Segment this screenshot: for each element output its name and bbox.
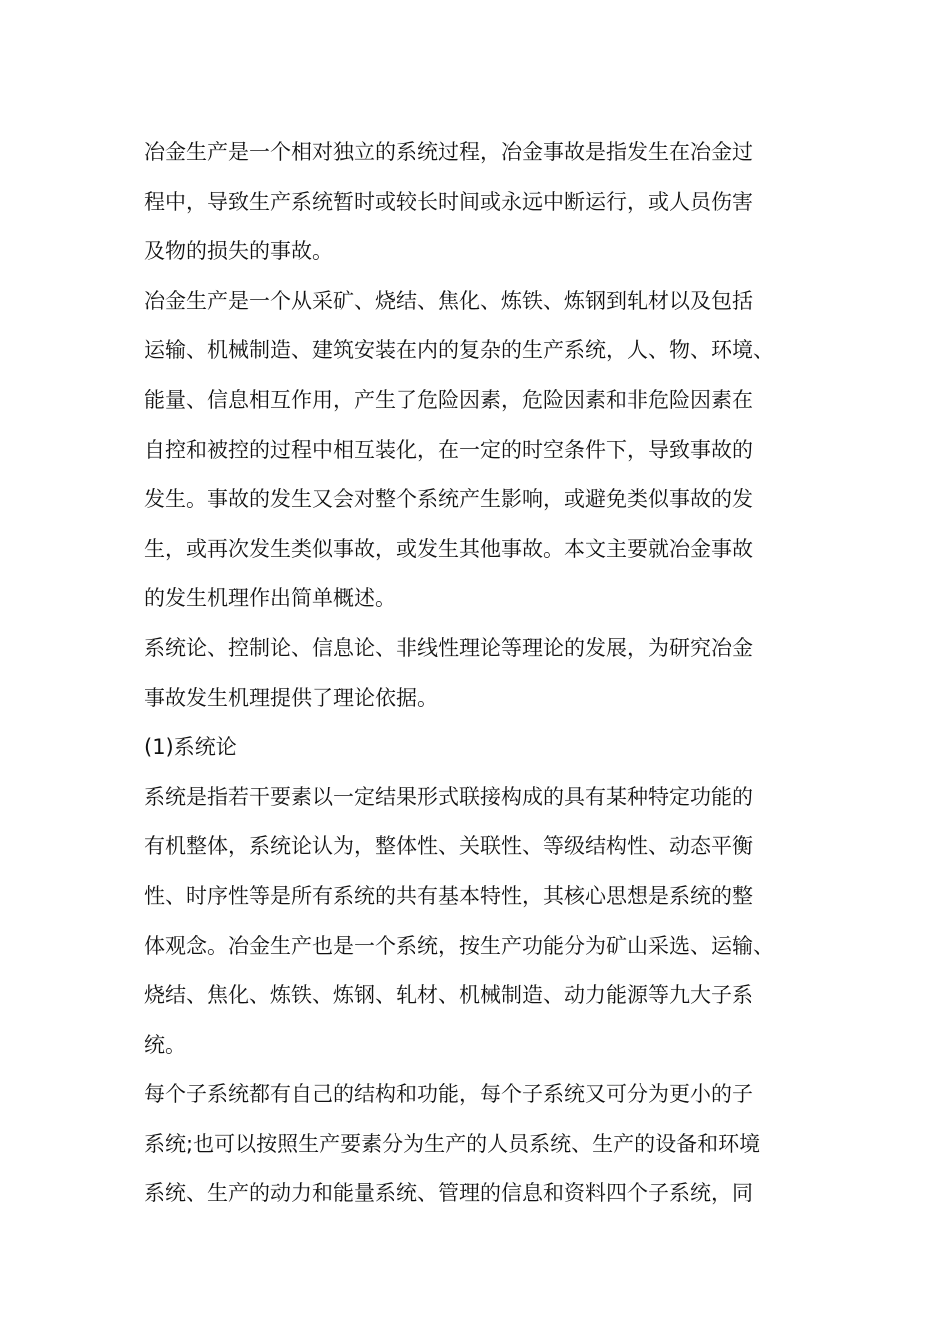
section-heading: (1)系统论 xyxy=(144,735,237,760)
text-line: 及物的损失的事故。 xyxy=(144,239,333,264)
text-line: 事故发生机理提供了理论依据。 xyxy=(144,685,438,710)
text-line: 发生。事故的发生又会对整个系统产生影响，或避免类似事故的发 xyxy=(144,487,753,512)
text-line: 系统、生产的动力和能量系统、管理的信息和资料四个子系统，同 xyxy=(144,1181,753,1206)
text-line: 的发生机理作出简单概述。 xyxy=(144,586,396,611)
text-line: 冶金生产是一个相对独立的系统过程，冶金事故是指发生在冶金过 xyxy=(144,140,753,164)
text-line: 冶金生产是一个从采矿、烧结、焦化、炼铁、炼钢到轧材以及包括 xyxy=(144,288,753,313)
text-line: 每个子系统都有自己的结构和功能，每个子系统又可分为更小的子 xyxy=(144,1082,753,1107)
text-line: 程中，导致生产系统暂时或较长时间或永远中断运行，或人员伤害 xyxy=(144,189,753,214)
text-line: 性、时序性等是所有系统的共有基本特性，其核心思想是系统的整 xyxy=(144,883,753,908)
text-line: 生，或再次发生类似事故，或发生其他事故。本文主要就冶金事故 xyxy=(144,536,753,561)
text-line: 自控和被控的过程中相互装化，在一定的时空条件下，导致事故的 xyxy=(144,437,753,462)
text-line: 系统是指若干要素以一定结果形式联接构成的具有某种特定功能的 xyxy=(144,784,753,809)
text-line: 有机整体，系统论认为，整体性、关联性、等级结构性、动态平衡 xyxy=(144,834,753,859)
document-body xyxy=(144,128,834,1219)
text-line: 系统论、控制论、信息论、非线性理论等理论的发展，为研究冶金 xyxy=(144,635,753,660)
text-line: 烧结、焦化、炼铁、炼钢、轧材、机械制造、动力能源等九大子系 xyxy=(144,983,753,1008)
text-line: 运输、机械制造、建筑安装在内的复杂的生产系统，人、物、环境、 xyxy=(144,338,774,363)
text-line: 统。 xyxy=(144,1032,186,1057)
text-line: 体观念。冶金生产也是一个系统，按生产功能分为矿山采选、运输、 xyxy=(144,933,774,958)
text-line: 能量、信息相互作用，产生了危险因素，危险因素和非危险因素在 xyxy=(144,387,753,412)
text-line: 系统;也可以按照生产要素分为生产的人员系统、生产的设备和环境 xyxy=(144,1131,761,1156)
